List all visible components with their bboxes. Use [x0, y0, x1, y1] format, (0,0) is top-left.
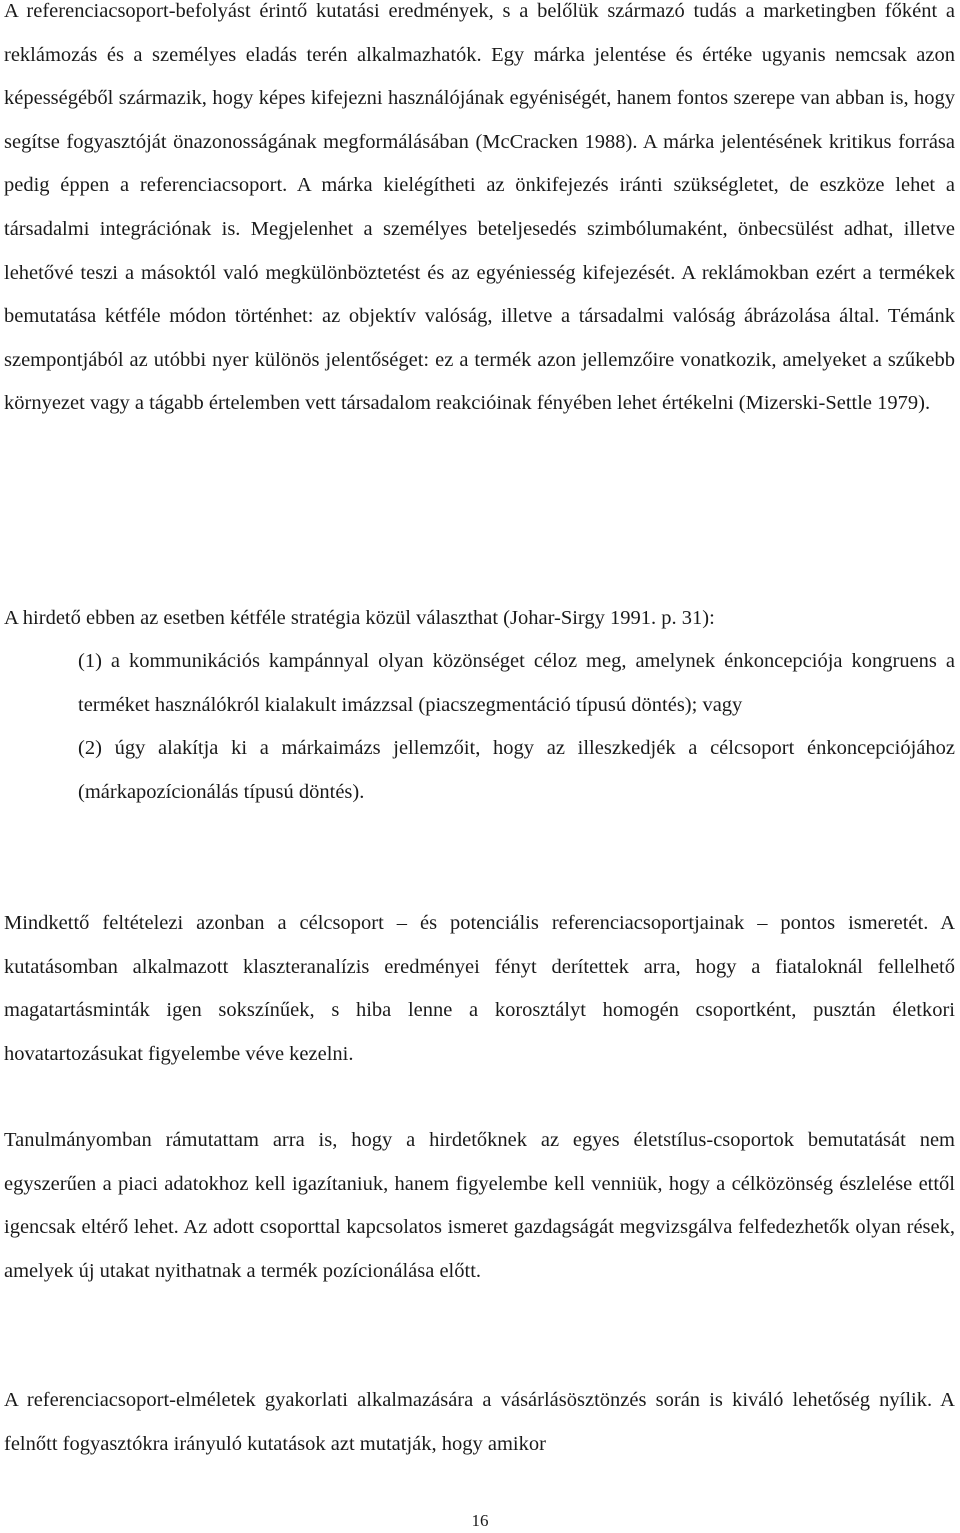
- list-item: (2) úgy alakítja ki a márkaimázs jellemzőit, hogy az illeszkedjék a célcsoport énkoncepciójához (márkapozícionálás típusú döntés).: [78, 737, 955, 803]
- body-paragraph: A referenciacsoport-elméletek gyakorlati alkalmazására a vásárlásösztönzés során is kiváló lehetőség nyílik. A felnőtt fogyasztókra irányuló kutatások azt mutatják, hogy amikor: [4, 1389, 955, 1455]
- strategy-list: [78, 640, 955, 814]
- page-number: 16: [471, 1511, 489, 1530]
- document-page: [4, 0, 955, 1533]
- list-item: (1) a kommunikációs kampánnyal olyan közönséget céloz meg, amelynek énkoncepciója kongruens a terméket használókról kialakult imázzsal (piacszegmentáció típusú döntés); vagy: [78, 650, 955, 716]
- body-paragraph: A hirdető ebben az esetben kétféle stratégia közül választhat (Johar-Sirgy 1991. p. 31):: [4, 607, 715, 629]
- body-paragraph: Tanulmányomban rámutattam arra is, hogy a hirdetőknek az egyes életstílus-csoportok bemutatását nem egyszerűen a piaci adatokhoz kell igazítaniuk, hanem figyelembe kell venniük, hogy a célközönség észlelése ettől igencsak eltérő lehet. Az adott csoporttal kapcsolatos ismeret gazdagságát megvizsgálva felfedezhetők olyan rések, amelyek új utakat nyithatnak a termék pozícionálása előtt.: [4, 1129, 955, 1282]
- body-paragraph: A referenciacsoport-befolyást érintő kutatási eredmények, s a belőlük származó tudás a marketingben főként a reklámozás és a személyes eladás terén alkalmazhatók. Egy márka jelentése és értéke ugyanis nemcsak azon képességéből származik, hogy képes kifejezni használójának egyéniségét, hanem fontos szerepe van abban is, hogy segítse fogyasztóját önazonosságának megformálásában (McCracken 1988). A márka jelentésének kritikus forrása pedig éppen a referenciacsoport. A márka kielégítheti az önkifejezés iránti szükségletet, de eszköze lehet a társadalmi integrációnak is. Megjelenhet a személyes beteljesedés szimbólumaként, önbecsülést adhat, illetve lehetővé teszi a másoktól való megkülönböztetést és az egyéniesség kifejezését. A reklámokban ezért a termékek bemutatása kétféle módon történhet: az objektív valóság, illetve a társadalmi valóság ábrázolása által. Témánk szempontjából az utóbbi nyer különös jelentőséget: ez a termék azon jellemzőire vonatkozik, amelyeket a szűkebb környezet vagy a tágabb értelemben vett társadalom reakcióinak fényében lehet értékelni (Mizerski-Settle 1979).: [4, 0, 955, 415]
- body-paragraph: Mindkettő feltételezi azonban a célcsoport – és potenciális referenciacsoportjainak – pontos ismeretét. A kutatásomban alkalmazott klaszteranalízis eredményei fényt derítettek arra, hogy a fiataloknál fellelhető magatartásminták igen sokszínűek, s hiba lenne a korosztályt homogén csoportként, pusztán életkori hovatartozásukat figyelembe véve kezelni.: [4, 912, 955, 1065]
